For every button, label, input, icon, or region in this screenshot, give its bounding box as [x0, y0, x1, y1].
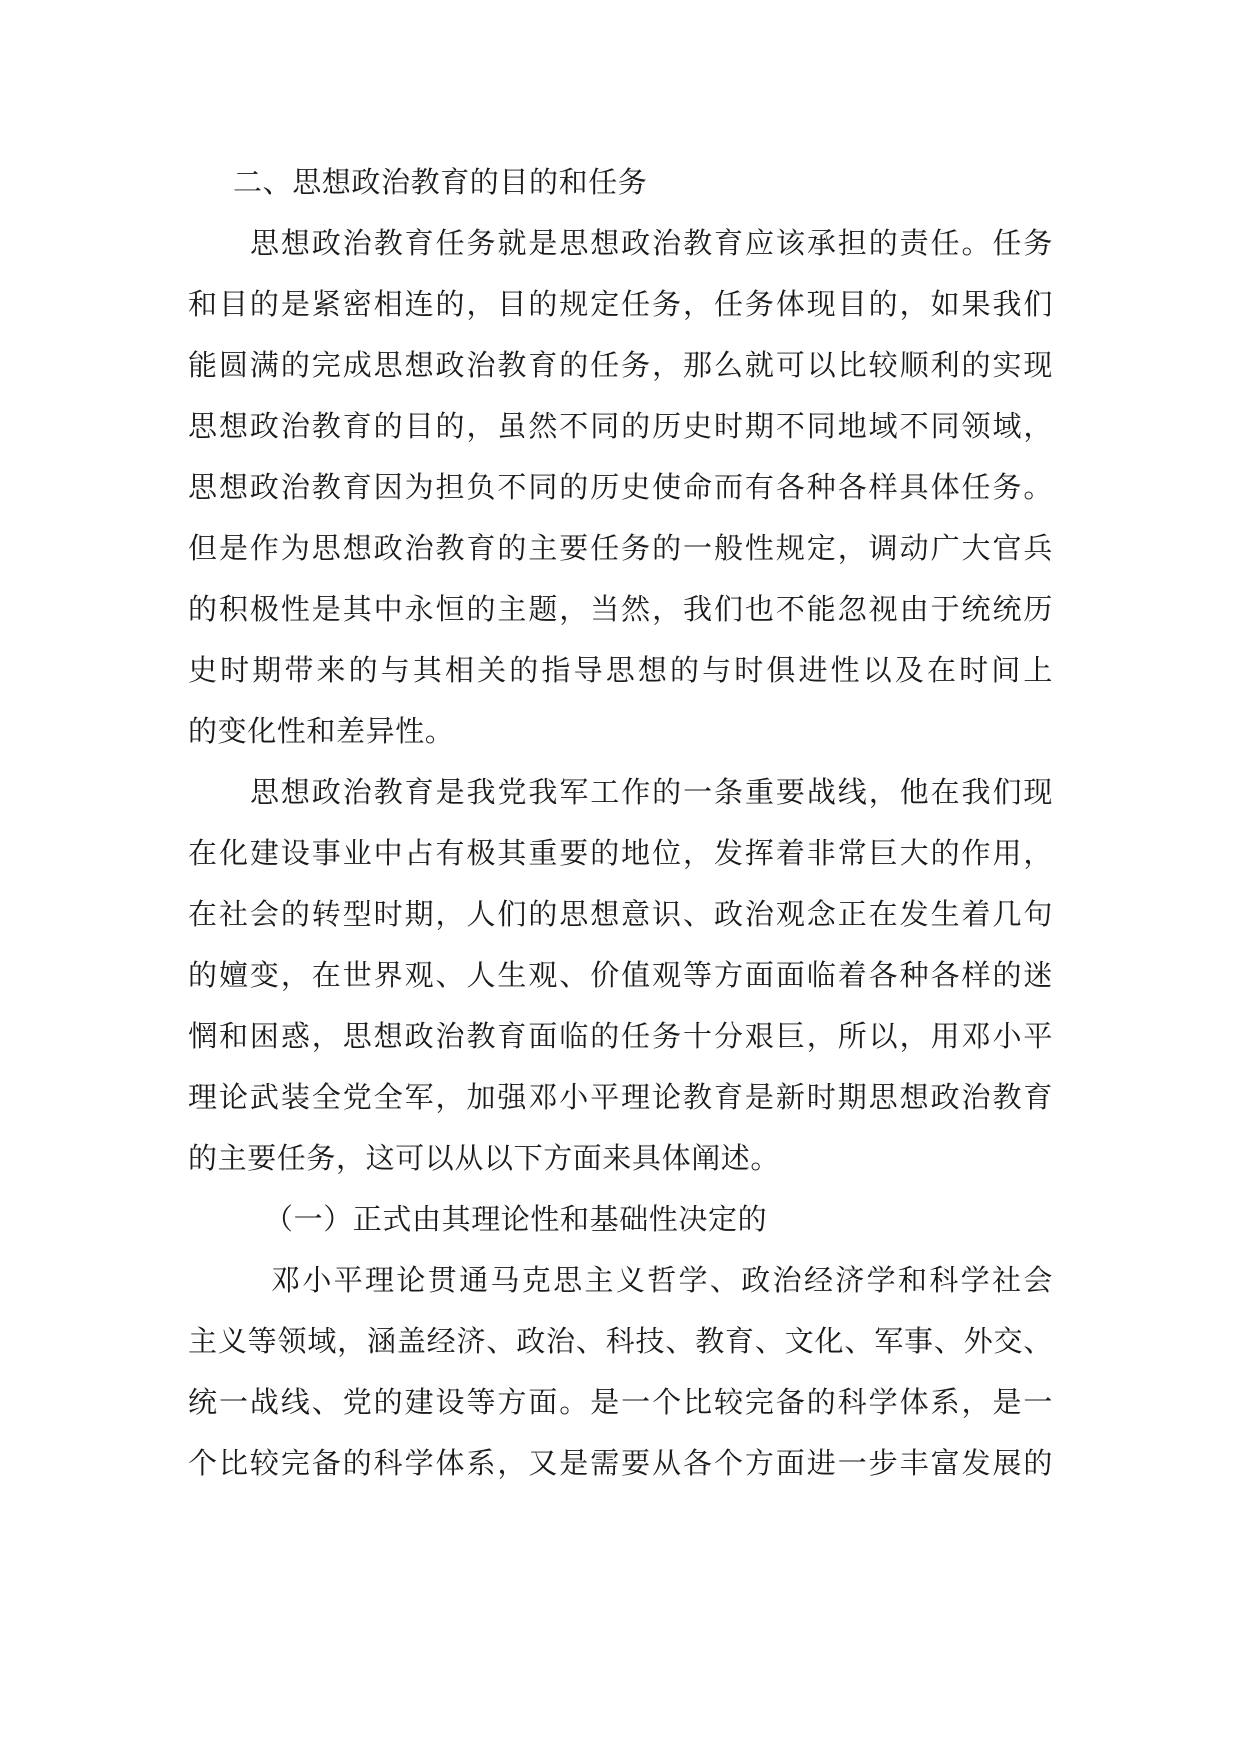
paragraph-line: 统一战线、党的建设等方面。是一个比较完备的科学体系，是一: [188, 1385, 1053, 1419]
subheading: （一）正式由其理论性和基础性决定的: [264, 1202, 768, 1236]
paragraph-line: 邓小平理论贯通马克思主义哲学、政治经济学和科学社会: [271, 1263, 1053, 1297]
paragraph-line: 史时期带来的与其相关的指导思想的与时俱进性以及在时间上: [188, 653, 1053, 687]
paragraph-line: 的积极性是其中永恒的主题，当然，我们也不能忽视由于统统历: [188, 592, 1053, 626]
paragraph-line: 但是作为思想政治教育的主要任务的一般性规定，调动广大官兵: [188, 531, 1053, 565]
paragraph-line: 的主要任务，这可以从以下方面来具体阐述。: [188, 1141, 781, 1175]
paragraph: [188, 762, 1053, 1189]
paragraph-line: 主义等领域，涵盖经济、政治、科技、教育、文化、军事、外交、: [188, 1324, 1053, 1358]
paragraph-line: 理论武装全党全军，加强邓小平理论教育是新时期思想政治教育: [188, 1080, 1053, 1114]
document-body: [188, 152, 1053, 1494]
paragraph-line: 思想政治教育的目的，虽然不同的历史时期不同地域不同领域，: [188, 409, 1053, 443]
paragraph-line: 的变化性和差异性。: [188, 714, 455, 748]
paragraph-line: 惘和困惑，思想政治教育面临的任务十分艰巨，所以，用邓小平: [188, 1019, 1053, 1053]
section-heading: 二、思想政治教育的目的和任务: [233, 165, 648, 199]
paragraph-line: 和目的是紧密相连的，目的规定任务，任务体现目的，如果我们: [188, 287, 1053, 321]
paragraph-line: 思想政治教育因为担负不同的历史使命而有各种各样具体任务。: [188, 470, 1053, 504]
paragraph-line: 思想政治教育是我党我军工作的一条重要战线，他在我们现: [250, 775, 1053, 809]
paragraph-line: 个比较完备的科学体系，又是需要从各个方面进一步丰富发展的: [188, 1446, 1053, 1480]
paragraph: [188, 213, 1053, 762]
paragraph-line: 思想政治教育任务就是思想政治教育应该承担的责任。任务: [250, 226, 1053, 260]
paragraph-line: 在化建设事业中占有极其重要的地位，发挥着非常巨大的作用，: [188, 836, 1053, 870]
paragraph-line: 的嬗变，在世界观、人生观、价值观等方面面临着各种各样的迷: [188, 958, 1053, 992]
paragraph-line: 能圆满的完成思想政治教育的任务，那么就可以比较顺利的实现: [188, 348, 1053, 382]
paragraph: [188, 1250, 1053, 1494]
paragraph-line: 在社会的转型时期，人们的思想意识、政治观念正在发生着几句: [188, 897, 1053, 931]
